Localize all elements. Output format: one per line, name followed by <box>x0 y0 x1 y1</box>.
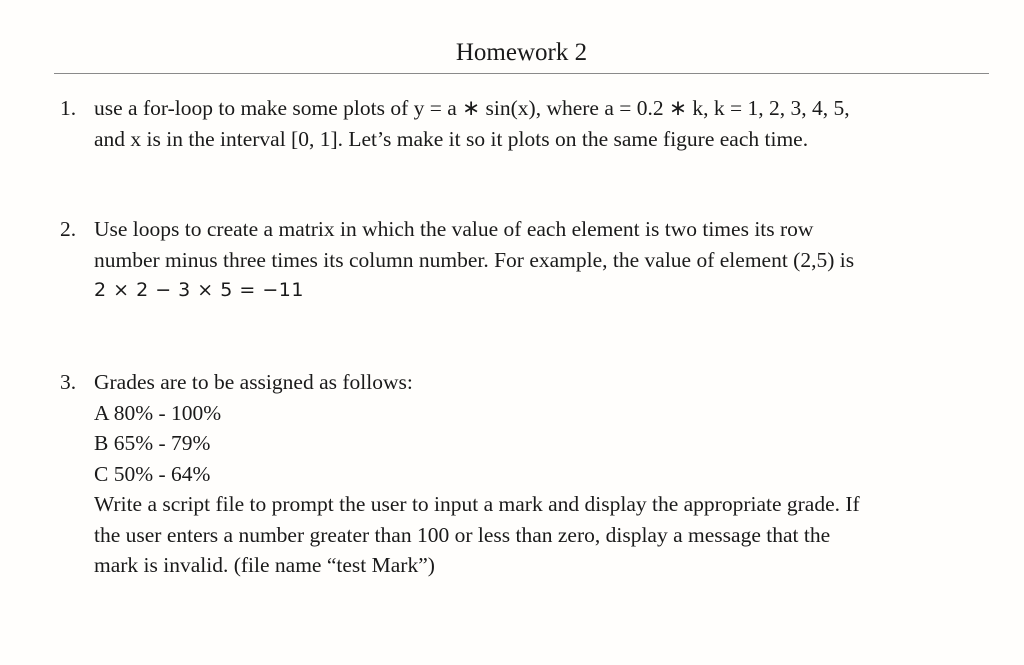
text-line: the user enters a number greater than 100 or less than zero, display a message that the <box>94 522 831 547</box>
grade-row-c: C 50% - 64% <box>94 461 211 486</box>
text-line: mark is invalid. (file name “test Mark”) <box>94 553 435 577</box>
text-line: Use loops to create a matrix in which the value of each element is two times its row <box>94 217 814 241</box>
text-line: Grades are to be assigned as follows: <box>94 370 413 394</box>
text-line: and x is in the interval [0, 1]. Let’s make it so it plots on the same figure each time. <box>94 126 809 151</box>
page-title: Homework 2 <box>455 39 588 66</box>
item-number: 1. <box>60 96 77 120</box>
text-line: Write a script file to prompt the user to input a mark and display the appropriate grade. If <box>94 492 860 516</box>
text-line: number minus three times its column number. For example, the value of element (2,5) is <box>94 247 855 272</box>
item-text <box>94 367 994 581</box>
grade-row-a: A 80% - 100% <box>94 400 222 425</box>
grade-row-b: B 65% - 79% <box>94 431 211 455</box>
item-number: 2. <box>60 217 77 241</box>
title-underline <box>54 73 989 74</box>
text-line: use a for-loop to make some plots of y = a ∗ sin(x), where a = 0.2 ∗ k, k = 1, 2, 3, 4, 5, <box>94 96 850 120</box>
equation: 2 × 2 − 3 × 5 = −11 <box>94 279 304 301</box>
item-text <box>94 93 994 154</box>
item-number: 3. <box>60 370 77 394</box>
item-text <box>94 214 994 306</box>
